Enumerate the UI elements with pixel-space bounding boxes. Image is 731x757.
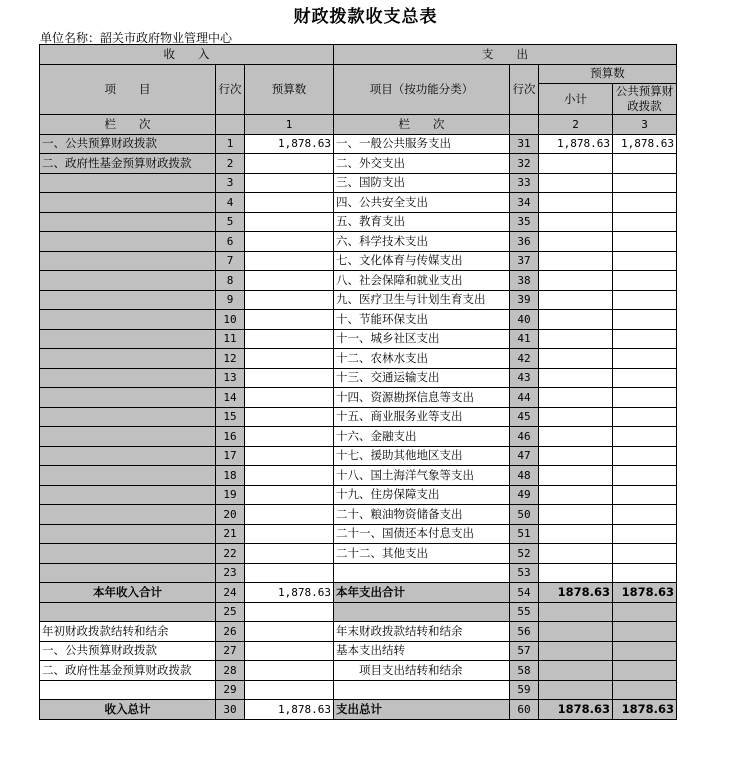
- table-row: [40, 154, 677, 174]
- expense-subtotal: [539, 661, 613, 681]
- expense-public-budget: [613, 154, 677, 174]
- table-row: [40, 427, 677, 447]
- expense-subtotal: [539, 271, 613, 291]
- income-item: [40, 329, 216, 349]
- expense-subtotal: [539, 388, 613, 408]
- line-no-header-right: 行次: [510, 64, 539, 115]
- income-line-no: 22: [216, 544, 245, 564]
- expense-line-no: 53: [510, 563, 539, 583]
- expense-item: 十八、国土海洋气象等支出: [334, 466, 510, 486]
- expense-item: 八、社会保障和就业支出: [334, 271, 510, 291]
- expense-subtotal: [539, 544, 613, 564]
- expense-line-no: 52: [510, 544, 539, 564]
- expense-public-budget: [613, 193, 677, 213]
- income-budget-value: [245, 505, 334, 525]
- expense-subtotal: [539, 622, 613, 642]
- expense-line-no: 48: [510, 466, 539, 486]
- expense-header: 支 出: [334, 45, 677, 65]
- expense-public-budget: [613, 251, 677, 271]
- budget-header: 预算数: [245, 64, 334, 115]
- income-budget-value: [245, 173, 334, 193]
- expense-public-budget: [613, 446, 677, 466]
- income-budget-value: [245, 427, 334, 447]
- expense-subtotal: [539, 505, 613, 525]
- line-no-header: 行次: [216, 64, 245, 115]
- expense-item: 十一、城乡社区支出: [334, 329, 510, 349]
- year-expense-total-label: 本年支出合计: [334, 583, 510, 603]
- expense-subtotal: [539, 290, 613, 310]
- expense-public-budget: [613, 563, 677, 583]
- grand-expense-total-label: 支出总计: [334, 700, 510, 720]
- income-budget-value: [245, 485, 334, 505]
- income-budget-value: [245, 622, 334, 642]
- income-item: [40, 602, 216, 622]
- table-row: [40, 485, 677, 505]
- table-row: [40, 232, 677, 252]
- table-row: [40, 329, 677, 349]
- subtotal-header: 小计: [539, 84, 613, 115]
- income-budget-value: [245, 446, 334, 466]
- expense-item: 二十、粮油物资储备支出: [334, 505, 510, 525]
- expense-line-no: 47: [510, 446, 539, 466]
- expense-subtotal: [539, 466, 613, 486]
- expense-line-no: 33: [510, 173, 539, 193]
- column-label-left: 栏 次: [40, 115, 216, 135]
- expense-subtotal: [539, 446, 613, 466]
- expense-item: 十三、交通运输支出: [334, 368, 510, 388]
- table-row: [40, 368, 677, 388]
- table-row: [40, 563, 677, 583]
- income-item: 二、政府性基金预算财政拨款: [40, 661, 216, 681]
- expense-item: 四、公共安全支出: [334, 193, 510, 213]
- expense-public-budget: [613, 485, 677, 505]
- expense-public-budget: [613, 505, 677, 525]
- table-row: [40, 193, 677, 213]
- expense-item: 七、文化体育与传媒支出: [334, 251, 510, 271]
- income-item: [40, 310, 216, 330]
- income-item: [40, 388, 216, 408]
- table-row: [40, 505, 677, 525]
- income-item: [40, 524, 216, 544]
- income-budget-value: [245, 602, 334, 622]
- grand-income-total-label: 收入总计: [40, 700, 216, 720]
- income-line-no: 27: [216, 641, 245, 661]
- income-header: 收 入: [40, 45, 334, 65]
- table-row: [40, 212, 677, 232]
- income-line-no: 4: [216, 193, 245, 213]
- expense-line-no: 59: [510, 680, 539, 700]
- table-row: [40, 622, 677, 642]
- income-budget-value: [245, 329, 334, 349]
- income-item: 二、政府性基金预算财政拨款: [40, 154, 216, 174]
- year-total-row: [40, 583, 677, 603]
- income-budget-value: 1,878.63: [245, 134, 334, 154]
- income-budget-value: [245, 232, 334, 252]
- expense-public-budget: [613, 407, 677, 427]
- income-item: [40, 290, 216, 310]
- item-by-function-header: 项目（按功能分类）: [334, 64, 510, 115]
- expense-item: 十四、资源勘探信息等支出: [334, 388, 510, 408]
- income-line-no: 10: [216, 310, 245, 330]
- column-1: 1: [245, 115, 334, 135]
- expense-line-no: 58: [510, 661, 539, 681]
- expense-public-budget: [613, 661, 677, 681]
- expense-public-budget: [613, 329, 677, 349]
- expense-subtotal: [539, 602, 613, 622]
- expense-subtotal: [539, 251, 613, 271]
- expense-public-budget: [613, 466, 677, 486]
- expense-line-no: 60: [510, 700, 539, 720]
- expense-item: 年末财政拨款结转和结余: [334, 622, 510, 642]
- income-item: [40, 446, 216, 466]
- income-line-no: 11: [216, 329, 245, 349]
- table-row: [40, 661, 677, 681]
- expense-item: 三、国防支出: [334, 173, 510, 193]
- grand-expense-subtotal: 1878.63: [539, 700, 613, 720]
- income-budget-value: [245, 368, 334, 388]
- expense-subtotal: [539, 427, 613, 447]
- expense-item: 五、教育支出: [334, 212, 510, 232]
- budget-group-header: 预算数: [539, 64, 677, 84]
- column-3: 3: [613, 115, 677, 135]
- income-line-no: 21: [216, 524, 245, 544]
- income-item: [40, 271, 216, 291]
- year-expense-subtotal: 1878.63: [539, 583, 613, 603]
- table-row: [40, 641, 677, 661]
- income-line-no: 24: [216, 583, 245, 603]
- expense-subtotal: [539, 349, 613, 369]
- expense-public-budget: [613, 524, 677, 544]
- column-label-right: 栏 次: [334, 115, 510, 135]
- expense-subtotal: [539, 407, 613, 427]
- expense-line-no: 34: [510, 193, 539, 213]
- expense-line-no: 50: [510, 505, 539, 525]
- income-item: [40, 505, 216, 525]
- income-line-no: 16: [216, 427, 245, 447]
- expense-public-budget: [613, 622, 677, 642]
- expense-public-budget: [613, 349, 677, 369]
- expense-subtotal: [539, 524, 613, 544]
- income-item: [40, 544, 216, 564]
- expense-line-no: 51: [510, 524, 539, 544]
- income-budget-value: [245, 544, 334, 564]
- expense-public-budget: [613, 368, 677, 388]
- budget-table: [39, 44, 677, 720]
- expense-line-no: 40: [510, 310, 539, 330]
- table-row: [40, 349, 677, 369]
- table-row: [40, 290, 677, 310]
- grand-total-row: [40, 700, 677, 720]
- public-budget-header: 公共预算财政拨款: [613, 84, 677, 115]
- expense-subtotal: [539, 641, 613, 661]
- income-item: [40, 680, 216, 700]
- income-line-no: 30: [216, 700, 245, 720]
- income-line-no: 8: [216, 271, 245, 291]
- expense-public-budget: [613, 290, 677, 310]
- expense-public-budget: [613, 173, 677, 193]
- income-item: 年初财政拨款结转和结余: [40, 622, 216, 642]
- income-item: [40, 427, 216, 447]
- expense-item: 九、医疗卫生与计划生育支出: [334, 290, 510, 310]
- expense-item: 二十一、国债还本付息支出: [334, 524, 510, 544]
- income-line-no: 2: [216, 154, 245, 174]
- table-row: [40, 407, 677, 427]
- year-expense-public-budget: 1878.63: [613, 583, 677, 603]
- expense-public-budget: [613, 388, 677, 408]
- table-row: [40, 680, 677, 700]
- income-budget-value: [245, 407, 334, 427]
- expense-line-no: 39: [510, 290, 539, 310]
- income-item: [40, 349, 216, 369]
- expense-public-budget: [613, 641, 677, 661]
- income-item: [40, 173, 216, 193]
- income-line-no: 12: [216, 349, 245, 369]
- expense-line-no: 35: [510, 212, 539, 232]
- expense-line-no: 57: [510, 641, 539, 661]
- expense-line-no: 44: [510, 388, 539, 408]
- income-line-no: 3: [216, 173, 245, 193]
- income-line-no: 26: [216, 622, 245, 642]
- expense-line-no: 36: [510, 232, 539, 252]
- income-line-no: 5: [216, 212, 245, 232]
- income-budget-value: [245, 251, 334, 271]
- expense-line-no: 41: [510, 329, 539, 349]
- expense-line-no: 42: [510, 349, 539, 369]
- report-title: 财政拨款收支总表: [293, 7, 438, 27]
- expense-item: [334, 602, 510, 622]
- expense-public-budget: [613, 680, 677, 700]
- expense-line-no: 54: [510, 583, 539, 603]
- expense-subtotal: [539, 154, 613, 174]
- expense-public-budget: [613, 544, 677, 564]
- expense-subtotal: [539, 173, 613, 193]
- income-item: [40, 407, 216, 427]
- income-item: [40, 212, 216, 232]
- income-budget-value: [245, 193, 334, 213]
- grand-income-total-value: 1,878.63: [245, 700, 334, 720]
- expense-subtotal: [539, 563, 613, 583]
- income-line-no: 14: [216, 388, 245, 408]
- year-income-total-value: 1,878.63: [245, 583, 334, 603]
- income-line-no: 23: [216, 563, 245, 583]
- expense-item: 一、一般公共服务支出: [334, 134, 510, 154]
- table-row: [40, 544, 677, 564]
- expense-subtotal: [539, 212, 613, 232]
- expense-item: [334, 563, 510, 583]
- expense-public-budget: [613, 232, 677, 252]
- expense-line-no: 46: [510, 427, 539, 447]
- expense-item: 项目支出结转和结余: [334, 661, 510, 681]
- column-2: 2: [539, 115, 613, 135]
- income-line-no: 25: [216, 602, 245, 622]
- expense-line-no: 32: [510, 154, 539, 174]
- income-item: [40, 232, 216, 252]
- expense-line-no: 38: [510, 271, 539, 291]
- expense-item: 十九、住房保障支出: [334, 485, 510, 505]
- table-row: [40, 466, 677, 486]
- income-item: [40, 251, 216, 271]
- expense-line-no: 55: [510, 602, 539, 622]
- income-line-no: 17: [216, 446, 245, 466]
- expense-item: 基本支出结转: [334, 641, 510, 661]
- expense-line-no: 56: [510, 622, 539, 642]
- income-line-no: 1: [216, 134, 245, 154]
- expense-public-budget: [613, 427, 677, 447]
- income-budget-value: [245, 563, 334, 583]
- table-row: [40, 134, 677, 154]
- year-income-total-label: 本年收入合计: [40, 583, 216, 603]
- expense-item: 十六、金融支出: [334, 427, 510, 447]
- income-item: [40, 466, 216, 486]
- income-item: [40, 485, 216, 505]
- income-line-no: 29: [216, 680, 245, 700]
- expense-subtotal: [539, 368, 613, 388]
- table-row: [40, 446, 677, 466]
- income-line-no: 28: [216, 661, 245, 681]
- income-line-no: 18: [216, 466, 245, 486]
- expense-public-budget: [613, 602, 677, 622]
- income-budget-value: [245, 641, 334, 661]
- expense-line-no: 45: [510, 407, 539, 427]
- expense-line-no: 49: [510, 485, 539, 505]
- income-line-no: 13: [216, 368, 245, 388]
- expense-public-budget: [613, 310, 677, 330]
- expense-subtotal: 1,878.63: [539, 134, 613, 154]
- expense-item: 二、外交支出: [334, 154, 510, 174]
- income-line-no: 19: [216, 485, 245, 505]
- table-row: [40, 271, 677, 291]
- table-row: [40, 173, 677, 193]
- expense-public-budget: [613, 212, 677, 232]
- unit-name: 单位名称：韶关市政府物业管理中心: [40, 31, 233, 45]
- expense-item: 六、科学技术支出: [334, 232, 510, 252]
- expense-subtotal: [539, 193, 613, 213]
- expense-subtotal: [539, 232, 613, 252]
- income-budget-value: [245, 661, 334, 681]
- expense-subtotal: [539, 329, 613, 349]
- expense-item: 十七、援助其他地区支出: [334, 446, 510, 466]
- expense-item: 二十二、其他支出: [334, 544, 510, 564]
- income-budget-value: [245, 154, 334, 174]
- income-budget-value: [245, 310, 334, 330]
- expense-subtotal: [539, 485, 613, 505]
- table-row: [40, 310, 677, 330]
- income-item: [40, 563, 216, 583]
- expense-public-budget: [613, 271, 677, 291]
- income-budget-value: [245, 388, 334, 408]
- table-row: [40, 251, 677, 271]
- table-row: [40, 602, 677, 622]
- income-line-no: 9: [216, 290, 245, 310]
- income-line-no: 7: [216, 251, 245, 271]
- expense-item: 十、节能环保支出: [334, 310, 510, 330]
- expense-item: [334, 680, 510, 700]
- income-budget-value: [245, 290, 334, 310]
- table-row: [40, 388, 677, 408]
- table-row: [40, 524, 677, 544]
- expense-line-no: 31: [510, 134, 539, 154]
- income-budget-value: [245, 524, 334, 544]
- income-line-no: 20: [216, 505, 245, 525]
- income-item: 一、公共预算财政拨款: [40, 641, 216, 661]
- income-item: [40, 368, 216, 388]
- grand-expense-public-budget: 1878.63: [613, 700, 677, 720]
- income-budget-value: [245, 466, 334, 486]
- expense-subtotal: [539, 680, 613, 700]
- income-line-no: 15: [216, 407, 245, 427]
- expense-public-budget: 1,878.63: [613, 134, 677, 154]
- expense-item: 十二、农林水支出: [334, 349, 510, 369]
- income-item: 一、公共预算财政拨款: [40, 134, 216, 154]
- income-budget-value: [245, 271, 334, 291]
- expense-subtotal: [539, 310, 613, 330]
- income-budget-value: [245, 349, 334, 369]
- income-line-no: 6: [216, 232, 245, 252]
- expense-item: 十五、商业服务业等支出: [334, 407, 510, 427]
- item-header: 项 目: [40, 64, 216, 115]
- income-item: [40, 193, 216, 213]
- expense-line-no: 43: [510, 368, 539, 388]
- income-budget-value: [245, 212, 334, 232]
- income-budget-value: [245, 680, 334, 700]
- expense-line-no: 37: [510, 251, 539, 271]
